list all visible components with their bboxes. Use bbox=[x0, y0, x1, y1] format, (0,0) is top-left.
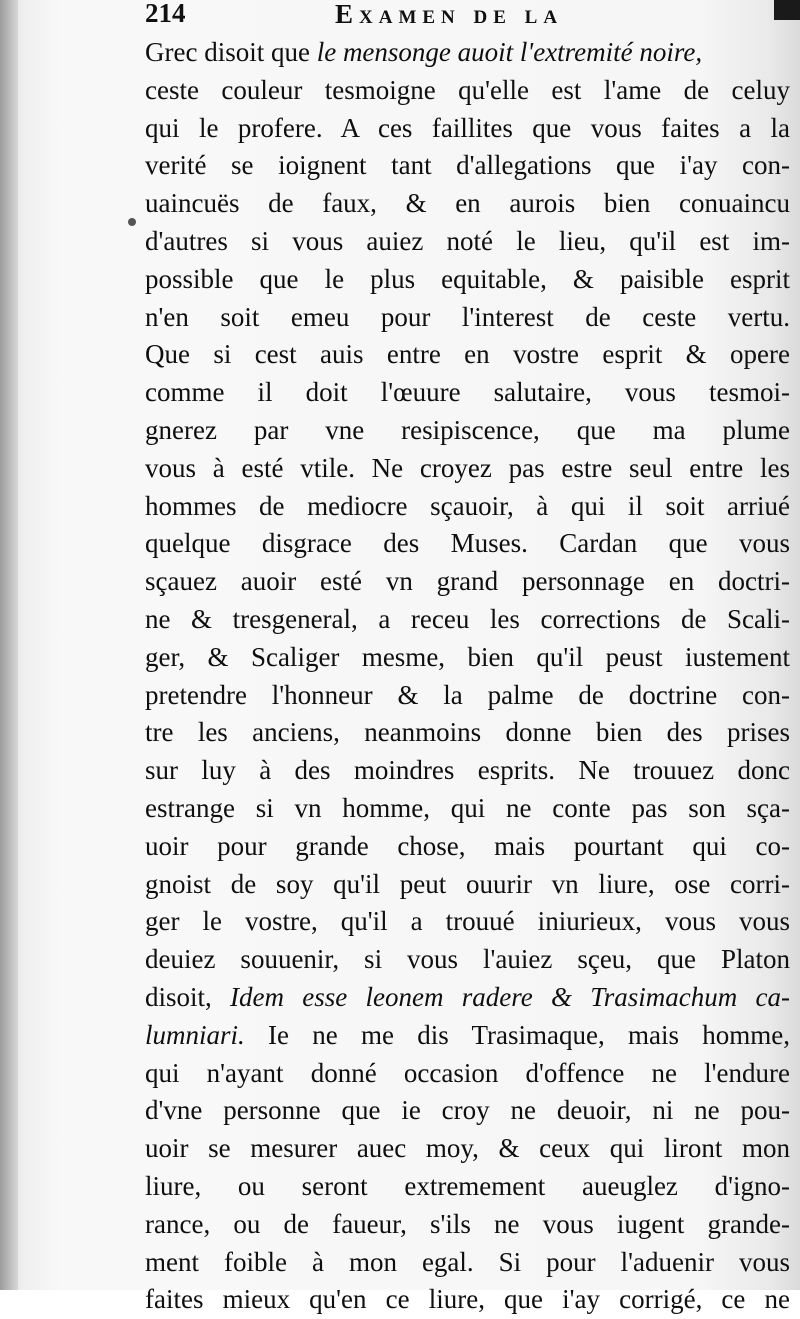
text-line: uaincuës de faux, & en aurois bien conuaincu bbox=[145, 188, 790, 219]
text-line: d'autres si vous auiez noté le lieu, qu'il est im- bbox=[145, 225, 790, 256]
text-line: estrange si vn homme, qui ne conte pas son sça- bbox=[145, 792, 790, 823]
margin-mark bbox=[128, 218, 136, 226]
text-line: Que si cest auis entre en vostre esprit & opere bbox=[145, 339, 790, 370]
text-line: Grec disoit que le mensonge auoit l'extremité noire, bbox=[145, 37, 703, 67]
text-line: comme il doit l'œuure salutaire, vous tesmoi- bbox=[145, 377, 790, 408]
text-line: vous à esté vtile. Ne croyez pas estre seul entre les bbox=[145, 452, 790, 483]
page-number: 214 bbox=[145, 0, 186, 28]
text-line: quelque disgrace des Muses. Cardan que vous bbox=[145, 528, 790, 559]
page-gutter-shadow bbox=[0, 0, 18, 1290]
text-line: ceste couleur tesmoigne qu'elle est l'ame de celuy bbox=[145, 74, 790, 105]
text-line: pretendre l'honneur & la palme de doctrine con- bbox=[145, 679, 790, 710]
text-line: sur luy à des moindres esprits. Ne trouuez donc bbox=[145, 755, 790, 786]
text-line: gnoist de soy qu'il peut ouurir vn liure, ose corri- bbox=[145, 868, 790, 899]
text-line: verité se ioignent tant d'allegations que i'ay con- bbox=[145, 150, 790, 181]
text-line: tre les anciens, neanmoins donne bien des prises bbox=[145, 717, 790, 748]
text-line: ne & tresgeneral, a receu les corrections de Scali- bbox=[145, 603, 790, 634]
page-header bbox=[145, 0, 785, 34]
text-line: faites mieux qu'en ce liure, que i'ay corrigé, ce ne bbox=[145, 1284, 790, 1315]
text-line: gnerez par vne resipiscence, que ma plume bbox=[145, 414, 790, 445]
text-line: possible que le plus equitable, & paisible esprit bbox=[145, 263, 790, 294]
text-line: qui le profere. A ces faillites que vous faites a la bbox=[145, 112, 790, 143]
text-line: uoir pour grande chose, mais pourtant qui co- bbox=[145, 830, 790, 861]
text-line: hommes de mediocre sçauoir, à qui il soit arriué bbox=[145, 490, 790, 521]
text-line: ger le vostre, qu'il a trouué iniurieux, vous vous bbox=[145, 906, 790, 937]
text-line: sçauez auoir esté vn grand personnage en doctri- bbox=[145, 566, 790, 597]
text-line: disoit, Idem esse leonem radere & Trasimachum ca- bbox=[145, 981, 791, 1012]
text-line: rance, ou de faueur, s'ils ne vous iugent grande- bbox=[145, 1208, 790, 1239]
text-line: ment foible à mon egal. Si pour l'aduenir vous bbox=[145, 1246, 790, 1277]
text-line: lumniari. Ie ne me dis Trasimaque, mais homme, bbox=[145, 1019, 790, 1050]
text-line: n'en soit emeu pour l'interest de ceste vertu. bbox=[145, 301, 790, 332]
text-line: uoir se mesurer auec moy, & ceux qui liront mon bbox=[145, 1133, 790, 1164]
text-line: liure, ou seront extremement aueuglez d'igno- bbox=[145, 1170, 790, 1201]
text-line: deuiez souuenir, si vous l'auiez sçeu, que Platon bbox=[145, 944, 790, 975]
body-text bbox=[145, 34, 790, 1319]
text-line: qui n'ayant donné occasion d'offence ne l'endure bbox=[145, 1057, 790, 1088]
text-line: d'vne personne que ie croy ne deuoir, ni ne pou- bbox=[145, 1095, 790, 1126]
text-line: ger, & Scaliger mesme, bien qu'il peust iustement bbox=[145, 641, 790, 672]
running-title: Examen de la bbox=[335, 0, 564, 29]
